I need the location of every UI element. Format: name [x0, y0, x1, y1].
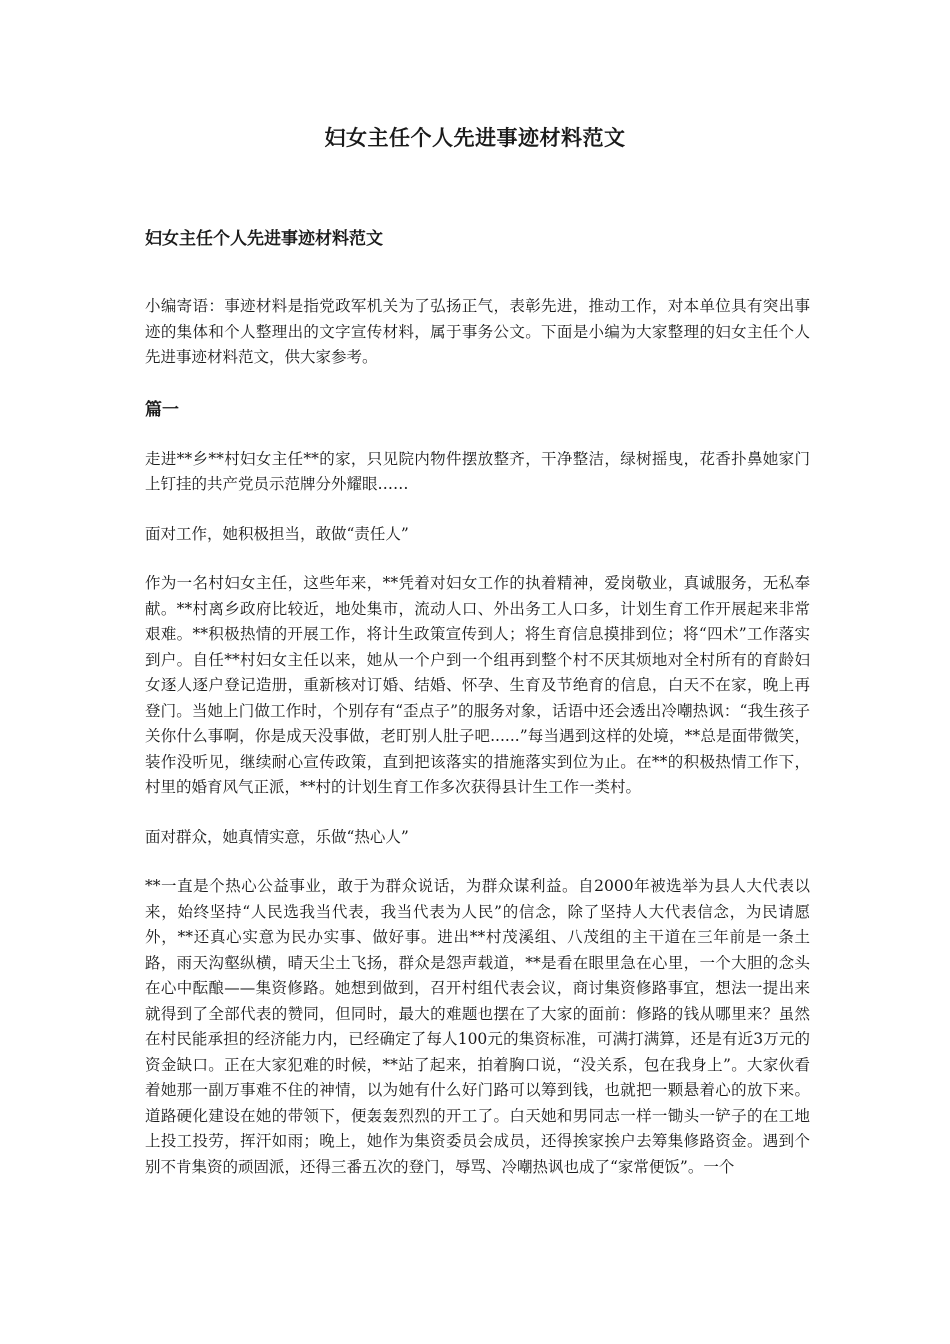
- document-body: [145, 226, 810, 1180]
- section-heading: 篇一: [145, 399, 179, 420]
- subheading-paragraph: 面对工作，她积极担当，敢做“责任人”: [145, 524, 409, 543]
- body-paragraph: 走进**乡**村妇女主任**的家，只见院内物件摆放整齐，干净整洁，绿树摇曳，花香扑鼻她家门上钉挂的共产党员示范牌分外耀眼……: [145, 449, 810, 493]
- body-paragraph: 作为一名村妇女主任，这些年来，**凭着对妇女工作的执着精神，爱岗敬业，真诚服务，无私奉献。**村离乡政府比较近，地处集市，流动人口、外出务工人口多，计划生育工作开展起来非常艰难。**积极热情的开展工作，将计生政策宣传到人；将生育信息摸排到位；将“四术”工作落实到户。自任**村妇女主任以来，她从一个户到一个组再到整个村不厌其烦地对全村所有的育龄妇女逐人逐户登记造册，重新核对订婚、结婚、怀孕、生育及节绝育的信息，白天不在家，晚上再登门。当她上门做工作时，个别存有“歪点子”的服务对象，话语中还会透出冷嘲热讽：“我生孩子关你什么事啊，你是成天没事做，老盯别人肚子吧......”每当遇到这样的处境，**总是面带微笑，装作没听见，继续耐心宣传政策，直到把该落实的措施落实到位为止。在**的积极热情工作下，村里的婚育风气正派，**村的计划生育工作多次获得县计生工作一类村。: [145, 574, 810, 796]
- document-title: 妇女主任个人先进事迹材料范文: [324, 125, 626, 150]
- document-subtitle: 妇女主任个人先进事迹材料范文: [145, 229, 383, 249]
- body-paragraph: **一直是个热心公益事业，敢于为群众说话，为群众谋利益。自2000年被选举为县人大代表以来，始终坚持“人民选我当代表，我当代表为人民”的信念，除了坚持人大代表信念，为民请愿外，**还真心实意为民办实事、做好事。进出**村茂溪组、八茂组的主干道在三年前是一条土路，雨天沟壑纵横，晴天尘土飞扬，群众是怨声载道，**是看在眼里急在心里，一个大胆的念头在心中酝酿——集资修路。她想到做到，召开村组代表会议，商讨集资修路事宜，想法一提出来就得到了全部代表的赞同，但同时，最大的难题也摆在了大家的面前：修路的钱从哪里来？虽然在村民能承担的经济能力内，已经确定了每人100元的集资标准，可满打满算，还是有近3万元的资金缺口。正在大家犯难的时候，**站了起来，拍着胸口说，“没关系，包在我身上”。大家伙看着她那一副万事难不住的神情，以为她有什么好门路可以筹到钱，也就把一颗悬着心的放下来。道路硬化建设在她的带领下，便轰轰烈烈的开工了。白天她和男同志一样一锄头一铲子的在工地上投工投劳，挥汗如雨；晚上，她作为集资委员会成员，还得挨家挨户去筹集修路资金。遇到个别不肯集资的顽固派，还得三番五次的登门，辱骂、冷嘲热讽也成了“家常便饭”。一个: [145, 877, 810, 1176]
- intro-paragraph: 小编寄语：事迹材料是指党政军机关为了弘扬正气，表彰先进，推动工作，对本单位具有突出事迹的集体和个人整理出的文字宣传材料，属于事务公文。下面是小编为大家整理的妇女主任个人先进事迹材料范文，供大家参考。: [145, 297, 810, 366]
- subheading-paragraph: 面对群众，她真情实意，乐做“热心人”: [145, 827, 409, 846]
